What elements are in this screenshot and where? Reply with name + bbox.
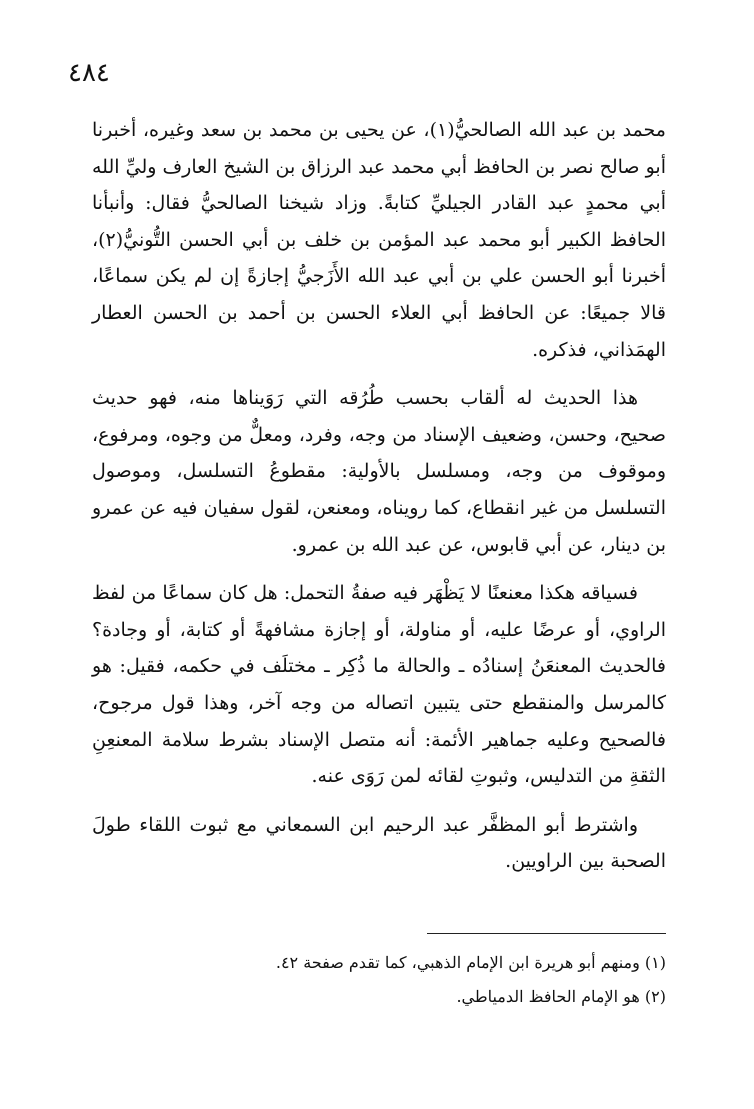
main-text (92, 112, 666, 892)
footnote: (٢) هو الإمام الحافظ الدمياطي. (456, 987, 666, 1006)
paragraph: هذا الحديث له ألقاب بحسب طُرُقه التي رَوَيناها منه، فهو حديث صحيح، وحسن، وضعيف الإسناد من وجه، وفرد، ومعلٌّ من وجوه، ومرفوع، وموقوف من وجه، ومسلسل بالأولية: مقطوعُ التسلسل، وموصول التسلسل من غير انقطاع، كما رويناه، ومعنعن، لقول سفيان فيه عن عمرو بن دينار، عن أبي قابوس، عن عبد الله بن عمرو. (92, 387, 666, 556)
footnote: (١) ومنهم أبو هريرة ابن الإمام الذهبي، كما تقدم صفحة ٤٢. (275, 953, 666, 972)
paragraph: واشترط أبو المظفَّر عبد الرحيم ابن السمعاني مع ثبوت اللقاء طولَ الصحبة بين الراويين. (92, 813, 666, 873)
page-number: ٤٨٤ (68, 58, 110, 88)
paragraph: محمد بن عبد الله الصالحيُّ(١)، عن يحيى بن محمد بن سعد وغيره، أخبرنا أبو صالح نصر بن الحافظ أبي محمد عبد الرزاق بن الشيخ العارف وليِّ الله أبي محمدٍ عبد القادر الجيليِّ كتابةً. وزاد شيخنا الصالحيُّ فقال: وأنبأنا الحافظ الكبير أبو محمد عبد المؤمن بن خلف بن أبي الحسن التُّونيُّ(٢)، أخبرنا أبو الحسن علي بن أبي عبد الله الأَزَجيُّ إجازةً إن لم يكن سماعًا، قالا جميعًا: عن الحافظ أبي العلاء الحسن بن أحمد بن الحسن العطار الهمَذاني، فذكره. (92, 119, 666, 361)
paragraph: فسياقه هكذا معنعنًا لا يَظْهَر فيه صفةُ التحمل: هل كان سماعًا من لفظ الراوي، أو عرضًا عليه، أو مناولة، أو إجازة مشافهةً أو كتابة، أو وجادة؟ فالحديث المعنعَنُ إسنادُه ـ والحالة ما ذُكِر ـ مختلَف في حكمه، فقيل: هو كالمرسل والمنقطع حتى يتبين اتصاله من وجه آخر، وهذا قول مرجوح، فالصحيح وعليه جماهير الأئمة: أنه متصل الإسناد بشرط سلامة المعنعِنِ الثقةِ من التدليس، وثبوتِ لقائه لمن رَوَى عنه. (92, 582, 666, 788)
footnote-divider (427, 933, 666, 934)
footnotes (160, 946, 666, 1014)
